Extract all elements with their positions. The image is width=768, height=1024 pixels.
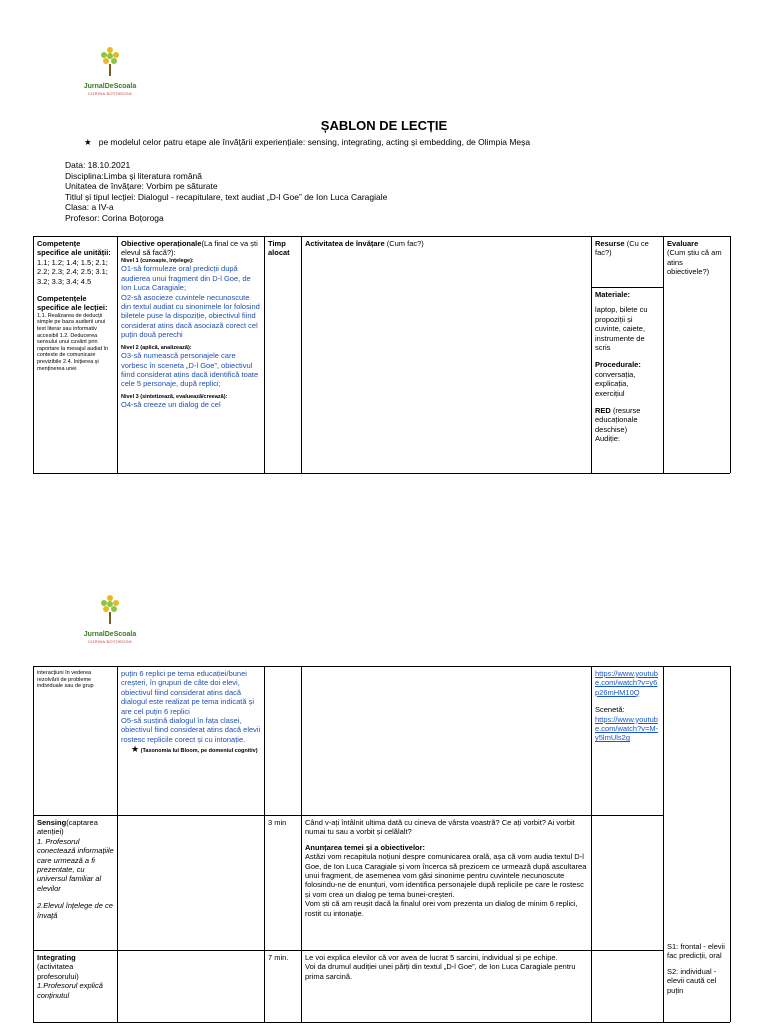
red-text: (resurse educaționale deschise) bbox=[595, 406, 641, 434]
sensing-step-1: 1. Profesorul conectează informațiile care urmează a fi prezentate, cu universul familiar al elevilor bbox=[37, 836, 114, 893]
star-bullet-icon: ★ bbox=[131, 744, 140, 755]
integrating-step-1: 1.Profesorul explică conținutul bbox=[37, 981, 103, 1000]
evaluation-cell bbox=[664, 940, 730, 1022]
objective-o4-cont: puțin 6 replici pe tema educației/bunei creșteri, în grupuri de câte doi elevi, obiectivul fiind considerat atins dacă dialogul este realizat pe tema indicată și are cel puțin 6 replici bbox=[121, 669, 254, 716]
tree-logo-icon bbox=[96, 44, 124, 78]
info-teacher: Profesor: Corina Boțoroga bbox=[65, 212, 164, 223]
resource-links bbox=[592, 667, 662, 815]
star-bullet-icon: ★ bbox=[84, 137, 92, 147]
logo-page-2 bbox=[62, 592, 158, 645]
comp-unit-title: Competențe specifice ale unității: bbox=[37, 239, 111, 258]
integrating-activity bbox=[302, 951, 591, 1022]
materials-title: Materiale: bbox=[595, 290, 631, 299]
procedural-text: conversația, explicația, exercițiul bbox=[595, 369, 636, 398]
resources-cell bbox=[592, 288, 663, 473]
logo-name: JurnalDeScoala bbox=[83, 83, 137, 90]
announce-final: Vom ști că am reușit dacă la finalul orei vom prezenta un dialog de minim 6 replici, rostit cu intonație. bbox=[305, 899, 578, 918]
evaluation-s1: S1: frontal - elevii fac predicții, oral bbox=[667, 942, 725, 961]
objective-o3: O3-să numească personajele care vorbesc în sceneta „D-l Goe”, obiectivul fiind considerat atins dacă identifică toate cele 5 personaje, după replici; bbox=[121, 351, 259, 389]
audition-label: Audiție: bbox=[595, 434, 621, 444]
integrating-sub: (activitatea profesorului) bbox=[37, 962, 79, 981]
evaluation-s2: S2: individual - elevii caută cel puțin bbox=[667, 966, 717, 995]
info-discipline: Disciplina:Limba și literatura română bbox=[65, 170, 203, 181]
subtitle bbox=[84, 137, 530, 148]
logo-name: JurnalDeScoala bbox=[83, 631, 137, 638]
sensing-time: 3 min bbox=[268, 818, 287, 827]
integrating-time: 7 min. bbox=[268, 953, 289, 962]
sensing-cell bbox=[34, 816, 117, 950]
comp-unit-values: 1.1; 1.2; 1.4; 1.5; 2.1; 2.2; 2.3; 2.4; 2.5; 3.1; 3.2; 3.3; 3.4; 4.5 bbox=[37, 257, 108, 286]
info-date: Data: 18.10.2021 bbox=[65, 160, 131, 170]
sensing-title: Sensing bbox=[37, 818, 67, 827]
resources-header: Resurse (Cu ce fac?) bbox=[595, 239, 649, 258]
info-unit: Unitatea de învățare: Vorbim pe săturate bbox=[65, 181, 218, 192]
objective-o4: O4-să creeze un dialog de cel bbox=[121, 400, 221, 410]
level-2-label: Nivel 2 (aplică, analizează): bbox=[121, 344, 192, 351]
sensing-step-2: 2.Elevul înțelege de ce învață bbox=[37, 901, 113, 920]
logo-author: CORINA BOȚOROGA bbox=[87, 639, 133, 644]
sensing-activity bbox=[302, 816, 591, 950]
info-lesson-title: Titlul și tipul lecției: Dialogul - recapitulare, text audiat „D-l Goe” de Ion Luca Caragiale bbox=[65, 191, 388, 202]
procedural-title: Procedurale: bbox=[595, 360, 641, 370]
subtitle-text: pe modelul celor patru etape ale învățării experiențiale: sensing, integrating, acting și embedding, de Olimpia Meșa bbox=[98, 137, 531, 147]
lesson-info bbox=[65, 160, 387, 224]
activity-header: Activitatea de învățare (Cum fac?) bbox=[305, 239, 424, 248]
red-title: RED bbox=[595, 406, 611, 416]
integrating-text-2: Voi da drumul audiției unei părți din textul „D-l Goe”, de Ion Luca Caragiale pentru prima sarcină. bbox=[305, 962, 576, 981]
integrating-title: Integrating bbox=[37, 953, 76, 962]
evaluation-header: Evaluare (Cum știu că am atins obiectivele?) bbox=[667, 239, 722, 277]
continued-objectives bbox=[118, 667, 264, 815]
youtube-link-2[interactable]: https://www.youtube.com/watch?v=M-y5lmUls2g bbox=[595, 714, 659, 743]
sensing-sub: (captarea atenției) bbox=[37, 818, 98, 837]
comp-lesson-text: 1.1. Realizarea de deducții simple pe baza audierii unui text literar sau informativ accesibil 1.2. Deducerea sensului unui cuvânt prin raportare la mesajul audiat în contexte de comunicare previzibile 2.4. Inițierea și menținerea unei bbox=[37, 312, 109, 372]
integrating-cell bbox=[34, 951, 117, 1022]
info-class: Clasa: a IV-a bbox=[65, 202, 114, 213]
sensing-question: Când v-ați întâlnit ultima dată cu cineva de vârsta voastră? Ce ați vorbit? Ai vorbit numai tu sau a vorbit și celălalt? bbox=[305, 818, 575, 837]
objectives-cell bbox=[118, 237, 264, 473]
taxonomy-note: (Taxonomia lui Bloom, pe domeniul cognitiv) bbox=[140, 748, 258, 755]
announce-title: Anunțarea temei și a obiectivelor: bbox=[305, 842, 426, 852]
level-1-label: Nivel 1 (cunoaște, înțelege): bbox=[121, 257, 194, 264]
logo-author: CORINA BOȚOROGA bbox=[87, 91, 133, 96]
logo bbox=[62, 44, 158, 97]
objectives-question: (La final ce va ști elevul să facă?): bbox=[121, 239, 258, 258]
objectives-title: Obiective operaționale bbox=[121, 239, 202, 248]
level-3-label: Nivel 3 (sintetizează, evaluează/creează): bbox=[121, 393, 228, 400]
continued-competence: interacțiuni în vederea rezolvării de probleme individuale sau de grup bbox=[37, 670, 94, 690]
youtube-link-1[interactable]: https://www.youtube.com/watch?v=y6p26mHM10Q bbox=[595, 669, 658, 697]
objective-o2: O2-să asocieze cuvintele necunoscute din textul audiat cu sinonimele lor folosind biletele puse la dispoziție, obiectivul fiind considerat atins dacă asociază corect cel puțin două perechi bbox=[121, 292, 260, 340]
sceneta-label: Scenetă: bbox=[595, 705, 625, 715]
materials-text: laptop, bilete cu propoziții și cuvinte, caiete, instrumente de scris bbox=[595, 305, 648, 353]
time-header: Timp alocat bbox=[268, 239, 290, 258]
announce-text: Astăzi vom recapitula noțiuni despre comunicarea orală, așa că vom audia textul D-l Goe, de Ion Luca Caragiale și vom încerca să prezicem ce urmează după ascultarea unui fragment, de asemenea vom găsi sinonime pentru cuvintele necunoscute folosindu-ne de enunțuri, vom identifica personajele după replicile pe care le rostesc și vom crea un dialog pe tema bunei-creșteri. bbox=[305, 852, 587, 899]
comp-lesson-title: Competențele specifice ale lecției: bbox=[37, 294, 108, 313]
competences-cell bbox=[34, 237, 117, 473]
tree-logo-icon bbox=[96, 592, 124, 626]
page-title: ȘABLON DE LECȚIE bbox=[320, 118, 448, 133]
integrating-text-1: Le voi explica elevilor că vor avea de lucrat 5 sarcini, individual și pe echipe. bbox=[305, 953, 558, 962]
objective-o1: O1-să formuleze oral predicții după audierea unui fragment din D-l Goe, de Ion Luca Caragiale; bbox=[121, 264, 251, 293]
objective-o5: O5-să susțină dialogul în fața clasei, obiectivul fiind considerat atins dacă elevii rostesc replicile corect și cu intonație. bbox=[121, 716, 261, 744]
